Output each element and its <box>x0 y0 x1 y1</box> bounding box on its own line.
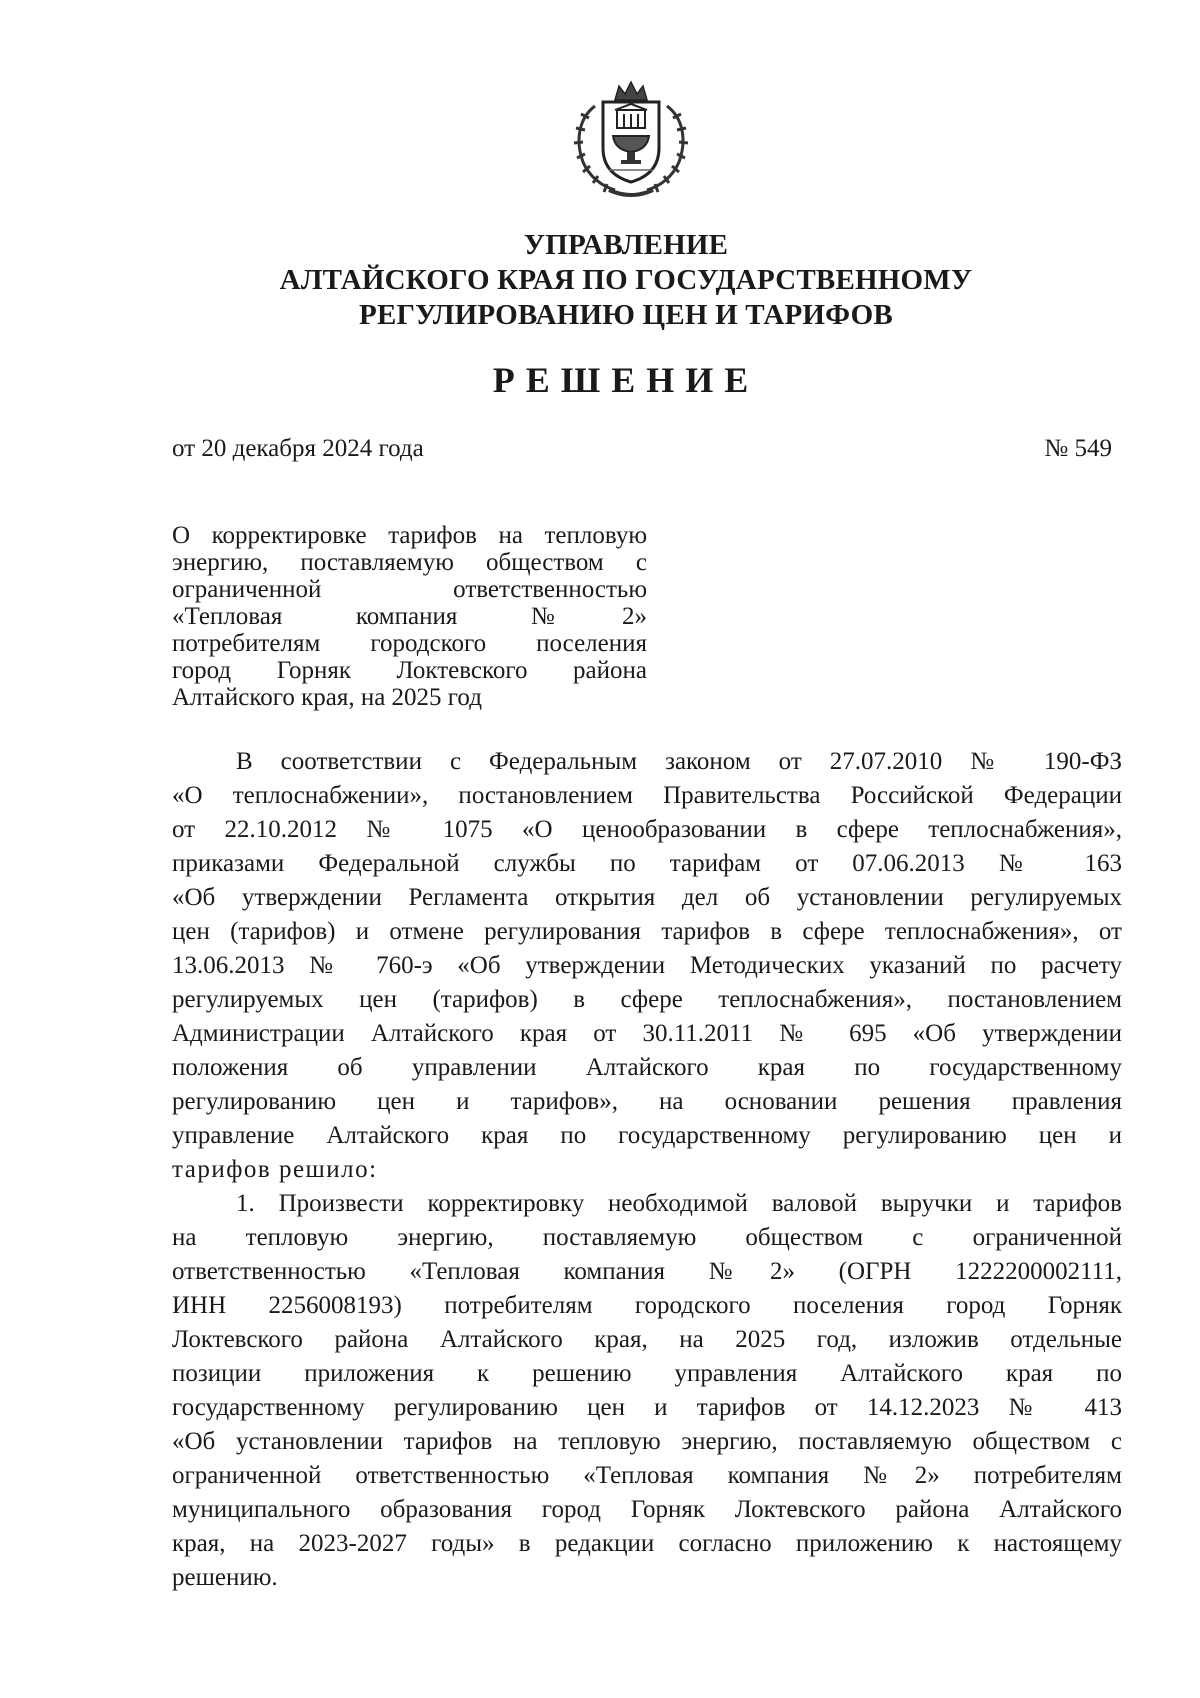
item-1-line: на тепловую энергию, поставляемую обществом с ограниченной <box>172 1224 1122 1251</box>
document-subject <box>172 522 647 711</box>
item-1-line: государственному регулированию цен и тарифов от 14.12.2023 № 413 <box>172 1394 1122 1421</box>
preamble-line: цен (тарифов) и отмене регулирования тарифов в сфере теплоснабжения», от <box>172 918 1122 945</box>
coat-of-arms-emblem <box>565 78 697 200</box>
preamble-line: регулируемых цен (тарифов) в сфере теплоснабжения», постановлением <box>172 986 1122 1013</box>
subject-line: ограниченной ответственностью <box>172 576 647 603</box>
item-1-line: ИНН 2256008193) потребителям городского поселения город Горняк <box>172 1292 1122 1319</box>
coat-of-arms-icon <box>565 78 697 200</box>
resolved-line: тарифов решило: <box>172 1156 378 1183</box>
document-number: № 549 <box>1044 435 1112 462</box>
issuing-authority <box>0 228 1200 333</box>
subject-line: Алтайского края, на 2025 год <box>172 684 482 711</box>
subject-line: потребителям городского поселения <box>172 630 647 657</box>
item-1-line: позиции приложения к решению управления Алтайского края по <box>172 1360 1122 1387</box>
subject-line: «Тепловая компания №2» <box>172 603 647 630</box>
preamble-line: 13.06.2013 № 760-э «Об утверждении Методических указаний по расчету <box>172 952 1122 979</box>
preamble-line: от 22.10.2012 № 1075 «О ценообразовании в сфере теплоснабжения», <box>172 816 1122 843</box>
authority-line: РЕГУЛИРОВАНИЮ ЦЕН И ТАРИФОВ <box>359 299 893 331</box>
item-1-line: Локтевского района Алтайского края, на 2025 год, изложив отдельные <box>172 1326 1122 1353</box>
item-1-line: 1. Произвести корректировку необходимой валовой выручки и тарифов <box>236 1190 1122 1217</box>
preamble-line: положения об управлении Алтайского края по государственному <box>172 1054 1122 1081</box>
document-date: от 20 декабря 2024 года <box>172 435 424 462</box>
preamble-line: «Об утверждении Регламента открытия дел об установлении регулируемых <box>172 884 1122 911</box>
item-1-line: ограниченной ответственностью «Тепловая компания №2» потребителям <box>172 1462 1122 1489</box>
subject-line: О корректировке тарифов на тепловую <box>172 522 647 549</box>
item-1-line: «Об установлении тарифов на тепловую энергию, поставляемую обществом с <box>172 1428 1122 1455</box>
preamble-line: приказами Федеральной службы по тарифам от 07.06.2013 № 163 <box>172 850 1122 877</box>
authority-line: УПРАВЛЕНИЕ <box>523 229 729 261</box>
item-1-line: муниципального образования город Горняк Локтевского района Алтайского <box>172 1496 1122 1523</box>
preamble-line: регулированию цен и тарифов», на основании решения правления <box>172 1088 1122 1115</box>
preamble-line: управление Алтайского края по государственному регулированию цен и <box>172 1122 1122 1149</box>
preamble-line: В соответствии с Федеральным законом от 27.07.2010 № 190-ФЗ <box>236 748 1122 775</box>
document-body <box>172 745 1122 1595</box>
subject-line: энергию, поставляемую обществом с <box>172 549 647 576</box>
preamble-line: «О теплоснабжении», постановлением Правительства Российской Федерации <box>172 782 1122 809</box>
subject-line: город Горняк Локтевского района <box>172 657 647 684</box>
item-1-line: решению. <box>172 1564 278 1591</box>
authority-line: АЛТАЙСКОГО КРАЯ ПО ГОСУДАРСТВЕННОМУ <box>279 264 973 296</box>
document-type-title: РЕШЕНИЕ <box>492 360 760 400</box>
item-1-line: ответственностью «Тепловая компания №2» (ОГРН 1222200002111, <box>172 1258 1122 1285</box>
item-1-line: края, на 2023-2027 годы» в редакции согласно приложению к настоящему <box>172 1530 1122 1557</box>
preamble-line: Администрации Алтайского края от 30.11.2011 № 695 «Об утверждении <box>172 1020 1122 1047</box>
